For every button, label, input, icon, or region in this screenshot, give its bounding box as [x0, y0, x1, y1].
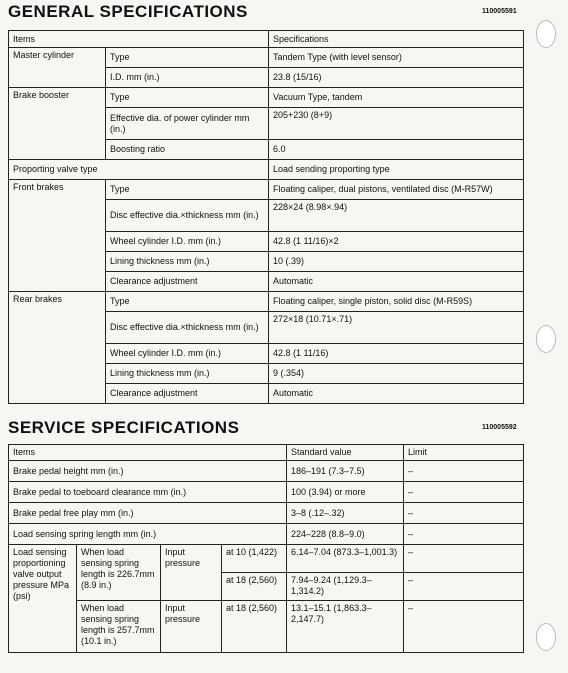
row-label: Disc effective dia.×thickness mm (in.): [106, 312, 269, 344]
table-row: [9, 503, 524, 524]
row-limit: –: [404, 524, 524, 545]
row-value: Tandem Type (with level sensor): [269, 48, 524, 68]
rear-brakes-label: Rear brakes: [9, 292, 106, 404]
row-limit: –: [404, 503, 524, 524]
row-value: 9 (.354): [269, 364, 524, 384]
row-label: Boosting ratio: [106, 140, 269, 160]
table-row: [9, 461, 524, 482]
row-standard: 3–8 (.12–.32): [287, 503, 404, 524]
binder-hole-middle: [536, 325, 556, 353]
row-standard: 6.14–7.04 (873.3–1,001.3): [287, 545, 404, 573]
row-label: I.D. mm (in.): [106, 68, 269, 88]
front-brakes-label: Front brakes: [9, 180, 106, 292]
master-cylinder-label: Master cylinder: [9, 48, 106, 88]
row-limit: –: [404, 601, 524, 653]
row-label: Load sensing spring length mm (in.): [9, 524, 287, 545]
header-standard-value: Standard value: [287, 445, 404, 461]
table-header-row: [9, 31, 524, 48]
row-value: 228×24 (8.98×.94): [269, 200, 524, 232]
case-257-label: When load sensing spring length is 257.7mm (10.1 in.): [77, 601, 161, 653]
row-label: Clearance adjustment: [106, 272, 269, 292]
row-limit: –: [404, 482, 524, 503]
row-label: Wheel cylinder I.D. mm (in.): [106, 344, 269, 364]
input-pressure-label: Input pressure: [161, 601, 222, 653]
binder-hole-top: [536, 20, 556, 48]
row-label: Brake pedal height mm (in.): [9, 461, 287, 482]
service-specifications-table: [8, 444, 524, 653]
row-value: Floating caliper, dual pistons, ventilated disc (M-R57W): [269, 180, 524, 200]
row-label: Brake pedal to toeboard clearance mm (in.): [9, 482, 287, 503]
row-label: Lining thickness mm (in.): [106, 252, 269, 272]
row-value: 23.8 (15/16): [269, 68, 524, 88]
row-standard: 224–228 (8.8–9.0): [287, 524, 404, 545]
row-value: 6.0: [269, 140, 524, 160]
table-header-row: [9, 445, 524, 461]
row-label: Type: [106, 180, 269, 200]
row-label: Effective dia. of power cylinder mm (in.): [106, 108, 269, 140]
input-value: at 10 (1,422): [222, 545, 287, 573]
table-row: [9, 601, 524, 653]
row-value: 42.8 (1 11/16)×2: [269, 232, 524, 252]
header-limit: Limit: [404, 445, 524, 461]
header-items: Items: [9, 31, 269, 48]
row-label: Type: [106, 88, 269, 108]
general-specifications-title: GENERAL SPECIFICATIONS: [8, 2, 248, 21]
table-row: [9, 48, 524, 68]
row-limit: –: [404, 573, 524, 601]
general-specifications-table: [8, 30, 524, 404]
table-row: [9, 88, 524, 108]
row-label: Type: [106, 48, 269, 68]
header-items: Items: [9, 445, 287, 461]
row-label: Brake pedal free play mm (in.): [9, 503, 287, 524]
proportioning-valve-label: Proporting valve type: [9, 160, 269, 180]
brake-booster-label: Brake booster: [9, 88, 106, 160]
header-specifications: Specifications: [269, 31, 524, 48]
row-label: Type: [106, 292, 269, 312]
row-limit: –: [404, 461, 524, 482]
general-code: 110005591: [482, 8, 517, 15]
row-standard: 13.1–15.1 (1,863.3–2,147.7): [287, 601, 404, 653]
input-value: at 18 (2,560): [222, 601, 287, 653]
table-row: [9, 292, 524, 312]
binder-hole-bottom: [536, 623, 556, 651]
table-row: [9, 180, 524, 200]
row-label: Lining thickness mm (in.): [106, 364, 269, 384]
service-code: 110005592: [482, 424, 517, 431]
row-standard: 7.94–9.24 (1,129.3–1,314.2): [287, 573, 404, 601]
row-value: Automatic: [269, 384, 524, 404]
case-226-label: When load sensing spring length is 226.7mm (8.9 in.): [77, 545, 161, 601]
row-standard: 186–191 (7.3–7.5): [287, 461, 404, 482]
input-value: at 18 (2,560): [222, 573, 287, 601]
service-specifications-title: SERVICE SPECIFICATIONS: [8, 418, 240, 437]
row-value: 10 (.39): [269, 252, 524, 272]
table-row: [9, 545, 524, 573]
row-label: Wheel cylinder I.D. mm (in.): [106, 232, 269, 252]
row-value: 42.8 (1 11/16): [269, 344, 524, 364]
row-standard: 100 (3.94) or more: [287, 482, 404, 503]
valve-output-pressure-label: Load sensing proportioning valve output pressure MPa (psi): [9, 545, 77, 653]
input-pressure-label: Input pressure: [161, 545, 222, 601]
row-limit: –: [404, 545, 524, 573]
table-row: [9, 160, 524, 180]
table-row: [9, 524, 524, 545]
row-value: 205+230 (8+9): [269, 108, 524, 140]
row-value: Vacuum Type, tandem: [269, 88, 524, 108]
row-value: 272×18 (10.71×.71): [269, 312, 524, 344]
row-value: Automatic: [269, 272, 524, 292]
row-value: Floating caliper, single piston, solid disc (M-R59S): [269, 292, 524, 312]
row-label: Disc effective dia.×thickness mm (in.): [106, 200, 269, 232]
row-value: Load sending proporting type: [269, 160, 524, 180]
table-row: [9, 482, 524, 503]
row-label: Clearance adjustment: [106, 384, 269, 404]
